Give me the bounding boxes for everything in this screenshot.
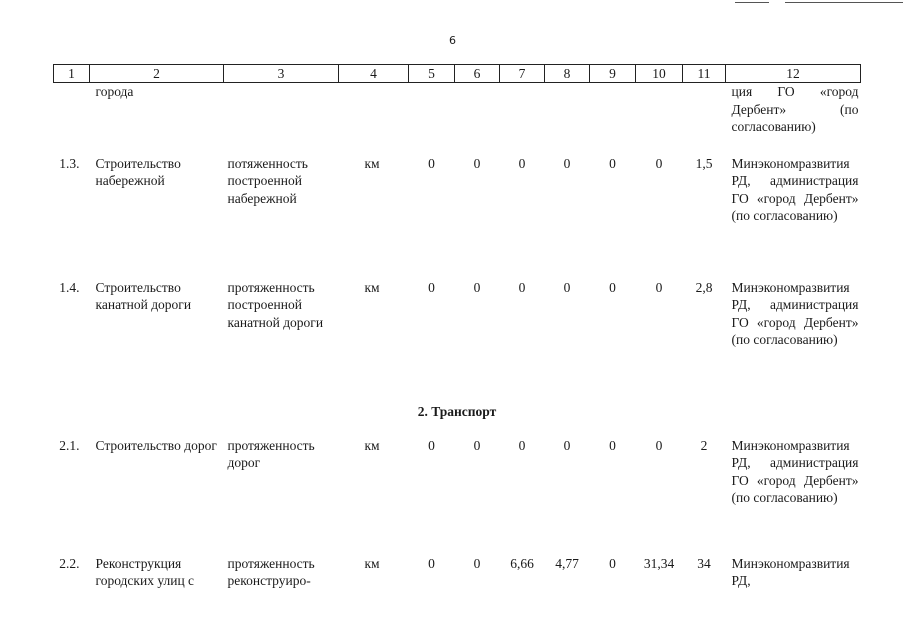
value-cell: 0: [655, 279, 663, 295]
column-number: 4: [339, 65, 409, 83]
value-cell: 4,77: [555, 555, 579, 571]
row-number: 1.4.: [59, 279, 80, 295]
column-number: 5: [409, 65, 455, 83]
indicator-name: протяженность построенной канатной дороги: [227, 279, 324, 330]
value-cell: 34: [697, 555, 711, 571]
value-cell: 0: [518, 155, 526, 171]
value-cell: 0: [655, 155, 663, 171]
value-cell: 1,5: [695, 155, 713, 171]
value-cell: 2: [700, 437, 708, 453]
column-number: 10: [636, 65, 683, 83]
row-number: 2.2.: [59, 555, 80, 571]
value-cell: 0: [563, 155, 571, 171]
measure-name: Строительство канатной дороги: [95, 279, 192, 313]
section-title: 2. Транспорт: [417, 403, 497, 419]
measure-name: Строительство набережной: [95, 155, 181, 189]
column-number: 9: [590, 65, 636, 83]
column-number: 12: [726, 65, 861, 83]
table-row: [54, 279, 861, 403]
column-number: 8: [545, 65, 590, 83]
indicator-name: протяженность дорог: [227, 437, 315, 471]
scan-edge-line: [785, 2, 903, 3]
value-cell: 0: [473, 155, 481, 171]
value-cell: 0: [609, 155, 616, 171]
responsible-party: Минэкономразвития РД, администрация ГО «город Дербент» (по согласованию): [731, 279, 859, 348]
scan-edge-line: [735, 2, 769, 3]
column-number: 2: [90, 65, 224, 83]
responsible-party: Минэкономразвития РД,: [731, 555, 850, 589]
value-cell: 0: [473, 437, 481, 453]
column-number-row: [54, 65, 861, 83]
value-cell: 6,66: [510, 555, 534, 571]
value-cell: 0: [428, 279, 435, 295]
row-number: 1.3.: [59, 155, 80, 171]
column-number: 1: [54, 65, 90, 83]
column-number: 7: [500, 65, 545, 83]
column-number: 6: [455, 65, 500, 83]
row-number: 2.1.: [59, 437, 80, 453]
value-cell: 0: [609, 555, 616, 571]
section-row: [54, 403, 861, 437]
value-cell: 0: [473, 555, 481, 571]
responsible-party: ция ГО «город Дербент» (по согласованию): [731, 84, 859, 135]
value-cell: 0: [518, 279, 526, 295]
value-cell: 0: [428, 437, 435, 453]
value-cell: 0: [428, 155, 435, 171]
unit: км: [364, 555, 380, 571]
measure-name: Реконструкция городских улиц с: [95, 555, 195, 589]
value-cell: 2,8: [695, 279, 713, 295]
responsible-party: Минэкономразвития РД, администрация ГО «город Дербент» (по согласованию): [731, 155, 859, 224]
table-row: [54, 155, 861, 279]
table-row: [54, 437, 861, 555]
responsible-party: Минэкономразвития РД, администрация ГО «город Дербент» (по согласованию): [731, 437, 859, 506]
measure-name: Строительство дорог: [95, 437, 217, 453]
value-cell: 0: [609, 437, 616, 453]
value-cell: 0: [655, 437, 663, 453]
unit: км: [364, 437, 380, 453]
value-cell: 31,34: [643, 555, 675, 571]
value-cell: 0: [609, 279, 616, 295]
measure-name: города: [95, 84, 134, 99]
program-table: [53, 64, 861, 595]
column-number: 11: [683, 65, 726, 83]
value-cell: 0: [473, 279, 481, 295]
value-cell: 0: [428, 555, 435, 571]
unit: км: [364, 279, 380, 295]
value-cell: 0: [563, 437, 571, 453]
unit: км: [364, 155, 380, 171]
table-row: [54, 83, 861, 155]
table-row: [54, 555, 861, 595]
column-number: 3: [224, 65, 339, 83]
indicator-name: потяженность построенной набережной: [227, 155, 308, 206]
value-cell: 0: [518, 437, 526, 453]
value-cell: 0: [563, 279, 571, 295]
page-number: 6: [449, 34, 456, 47]
indicator-name: протяженность реконструиро-: [227, 555, 315, 589]
